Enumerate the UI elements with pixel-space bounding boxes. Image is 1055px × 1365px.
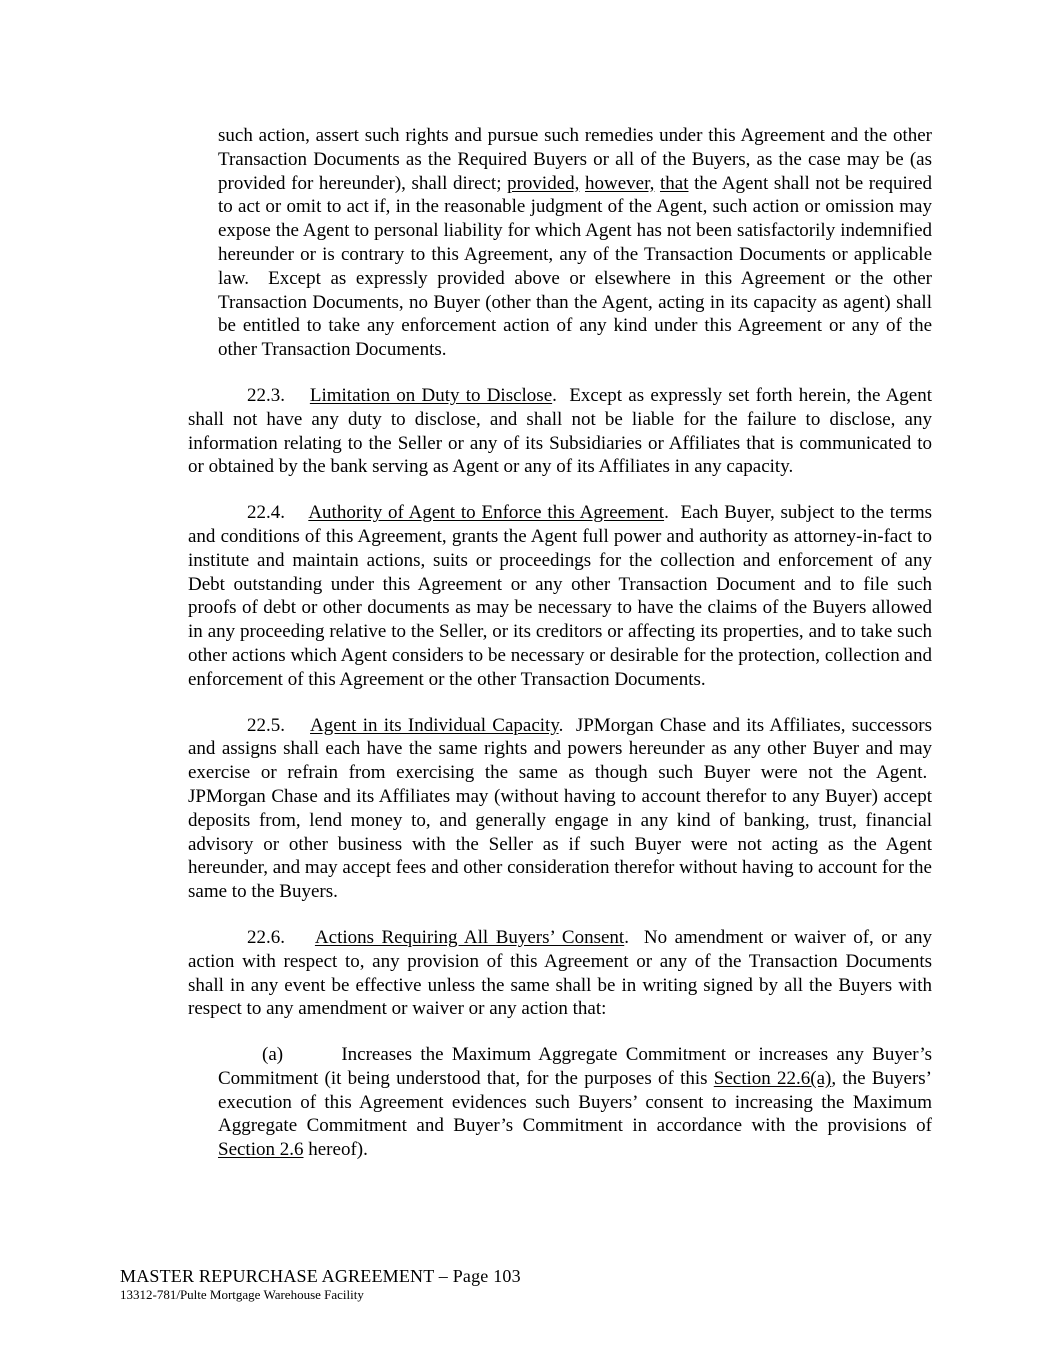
text-run: the Agent shall not be required to act or omit to act if, in the reasonable judgment of the Agent, such action or omission may expose the Agent to personal liability for which Agent has not been satisfactorily indemnified hereunder or is contrary to this Agreement, any of the Transaction Documents or applicable law. Except as expressly provided above or elsewhere in this Agreement or the other Transaction Documents, no Buyer (other than the Agent, acting in its capacity as agent) shall be entitled to take any enforcement action of any kind under this Agreement or any of the other Transaction Documents.	[218, 172, 933, 361]
text-run: . Except as expressly set forth herein, the Agent shall not have any duty to disclose, and shall not be liable for the failure to disclose, any information relating to the Seller or any of its Subsidiaries or Affiliates that is communicated to or obtained by the bank serving as Agent or any of its Affiliates in any capacity.	[188, 384, 932, 478]
text-run: 22.3.	[247, 384, 310, 406]
text-run: such action, assert such rights and pursue such remedies under this Agreement and the other Transaction Documents as the Required Buyers or all of the Buyers, as the case may be (as provided for hereunder), shall direct;	[218, 125, 932, 194]
underlined-text: Agent in its Individual Capacity	[310, 714, 559, 736]
underlined-text: Limitation on Duty to Disclose	[309, 384, 553, 406]
paragraph-continuation	[218, 124, 932, 362]
section-22-4-paragraph	[188, 501, 932, 691]
text-run: . Each Buyer, subject to the terms and conditions of this Agreement, grants the Agent full power and authority as attorney-in-fact to institute and maintain actions, suits or proceedings for the collection and enforcement of any Debt outstanding under this Agreement or any other Transaction Document and to file such proofs of debt or other documents as may be necessary to have the claims of the Buyers allowed in any proceeding relative to the Seller, or its creditors or affecting its properties, and to take such other actions which Agent considers to be necessary or desirable for the protection, collection and enforcement of this Agreement or the other Transaction Documents.	[188, 502, 933, 690]
underlined-text: Actions Requiring All Buyers’ Consent	[314, 926, 625, 948]
text-run: hereof).	[303, 1139, 368, 1161]
underlined-text: however,	[584, 172, 655, 194]
page-footer	[120, 1266, 521, 1303]
underlined-text: provided,	[507, 172, 580, 194]
text-run: , the Buyers’ execution of this Agreement evidences such Buyers’ consent to increasing the Maximum Aggregate Commitment and Buyer’s Commitment in accordance with the provisions of	[218, 1067, 932, 1137]
underlined-text: that	[659, 172, 689, 194]
section-22-5-paragraph	[188, 714, 932, 904]
text-run: 22.4.	[247, 502, 309, 524]
section-22-6-paragraph	[188, 926, 932, 1021]
text-run: 22.5.	[247, 714, 311, 736]
clause-a-paragraph	[218, 1043, 932, 1162]
underlined-text: Authority of Agent to Enforce this Agreement	[308, 502, 665, 524]
text-run: 22.6.	[247, 926, 315, 948]
underlined-text: Section 2.6	[218, 1139, 304, 1161]
text-run: (a) Increases the Maximum Aggregate Commitment or increases any Buyer’s Commitment (it being understood that, for the purposes of this	[218, 1044, 932, 1089]
footer-docket: 13312-781/Pulte Mortgage Warehouse Facility	[120, 1287, 364, 1302]
text-run: . JPMorgan Chase and its Affiliates, successors and assigns shall each have the same rights and powers hereunder as any other Buyer and may exercise or refrain from exercising the same as though such Buyer were not the Agent. JPMorgan Chase and its Affiliates may (without having to account therefor to any Buyer) accept deposits from, lend money to, and generally engage in any kind of banking, trust, financial advisory or other business with the Seller as if such Buyer were not acting as the Agent hereunder, and may accept fees and other consideration therefor without having to account for the same to the Buyers.	[188, 714, 933, 903]
underlined-text: Section 22.6(a)	[713, 1067, 832, 1089]
text-run: . No amendment or waiver of, or any action with respect to, any provision of this Agreement or any of the Transaction Documents shall in any event be effective unless the same shall be in writing signed by all the Buyers with respect to any amendment or waiver or any action that:	[188, 926, 933, 1020]
section-22-3-paragraph	[188, 384, 932, 479]
document-body	[188, 124, 932, 1184]
footer-title: MASTER REPURCHASE AGREEMENT – Page 103	[120, 1266, 521, 1286]
